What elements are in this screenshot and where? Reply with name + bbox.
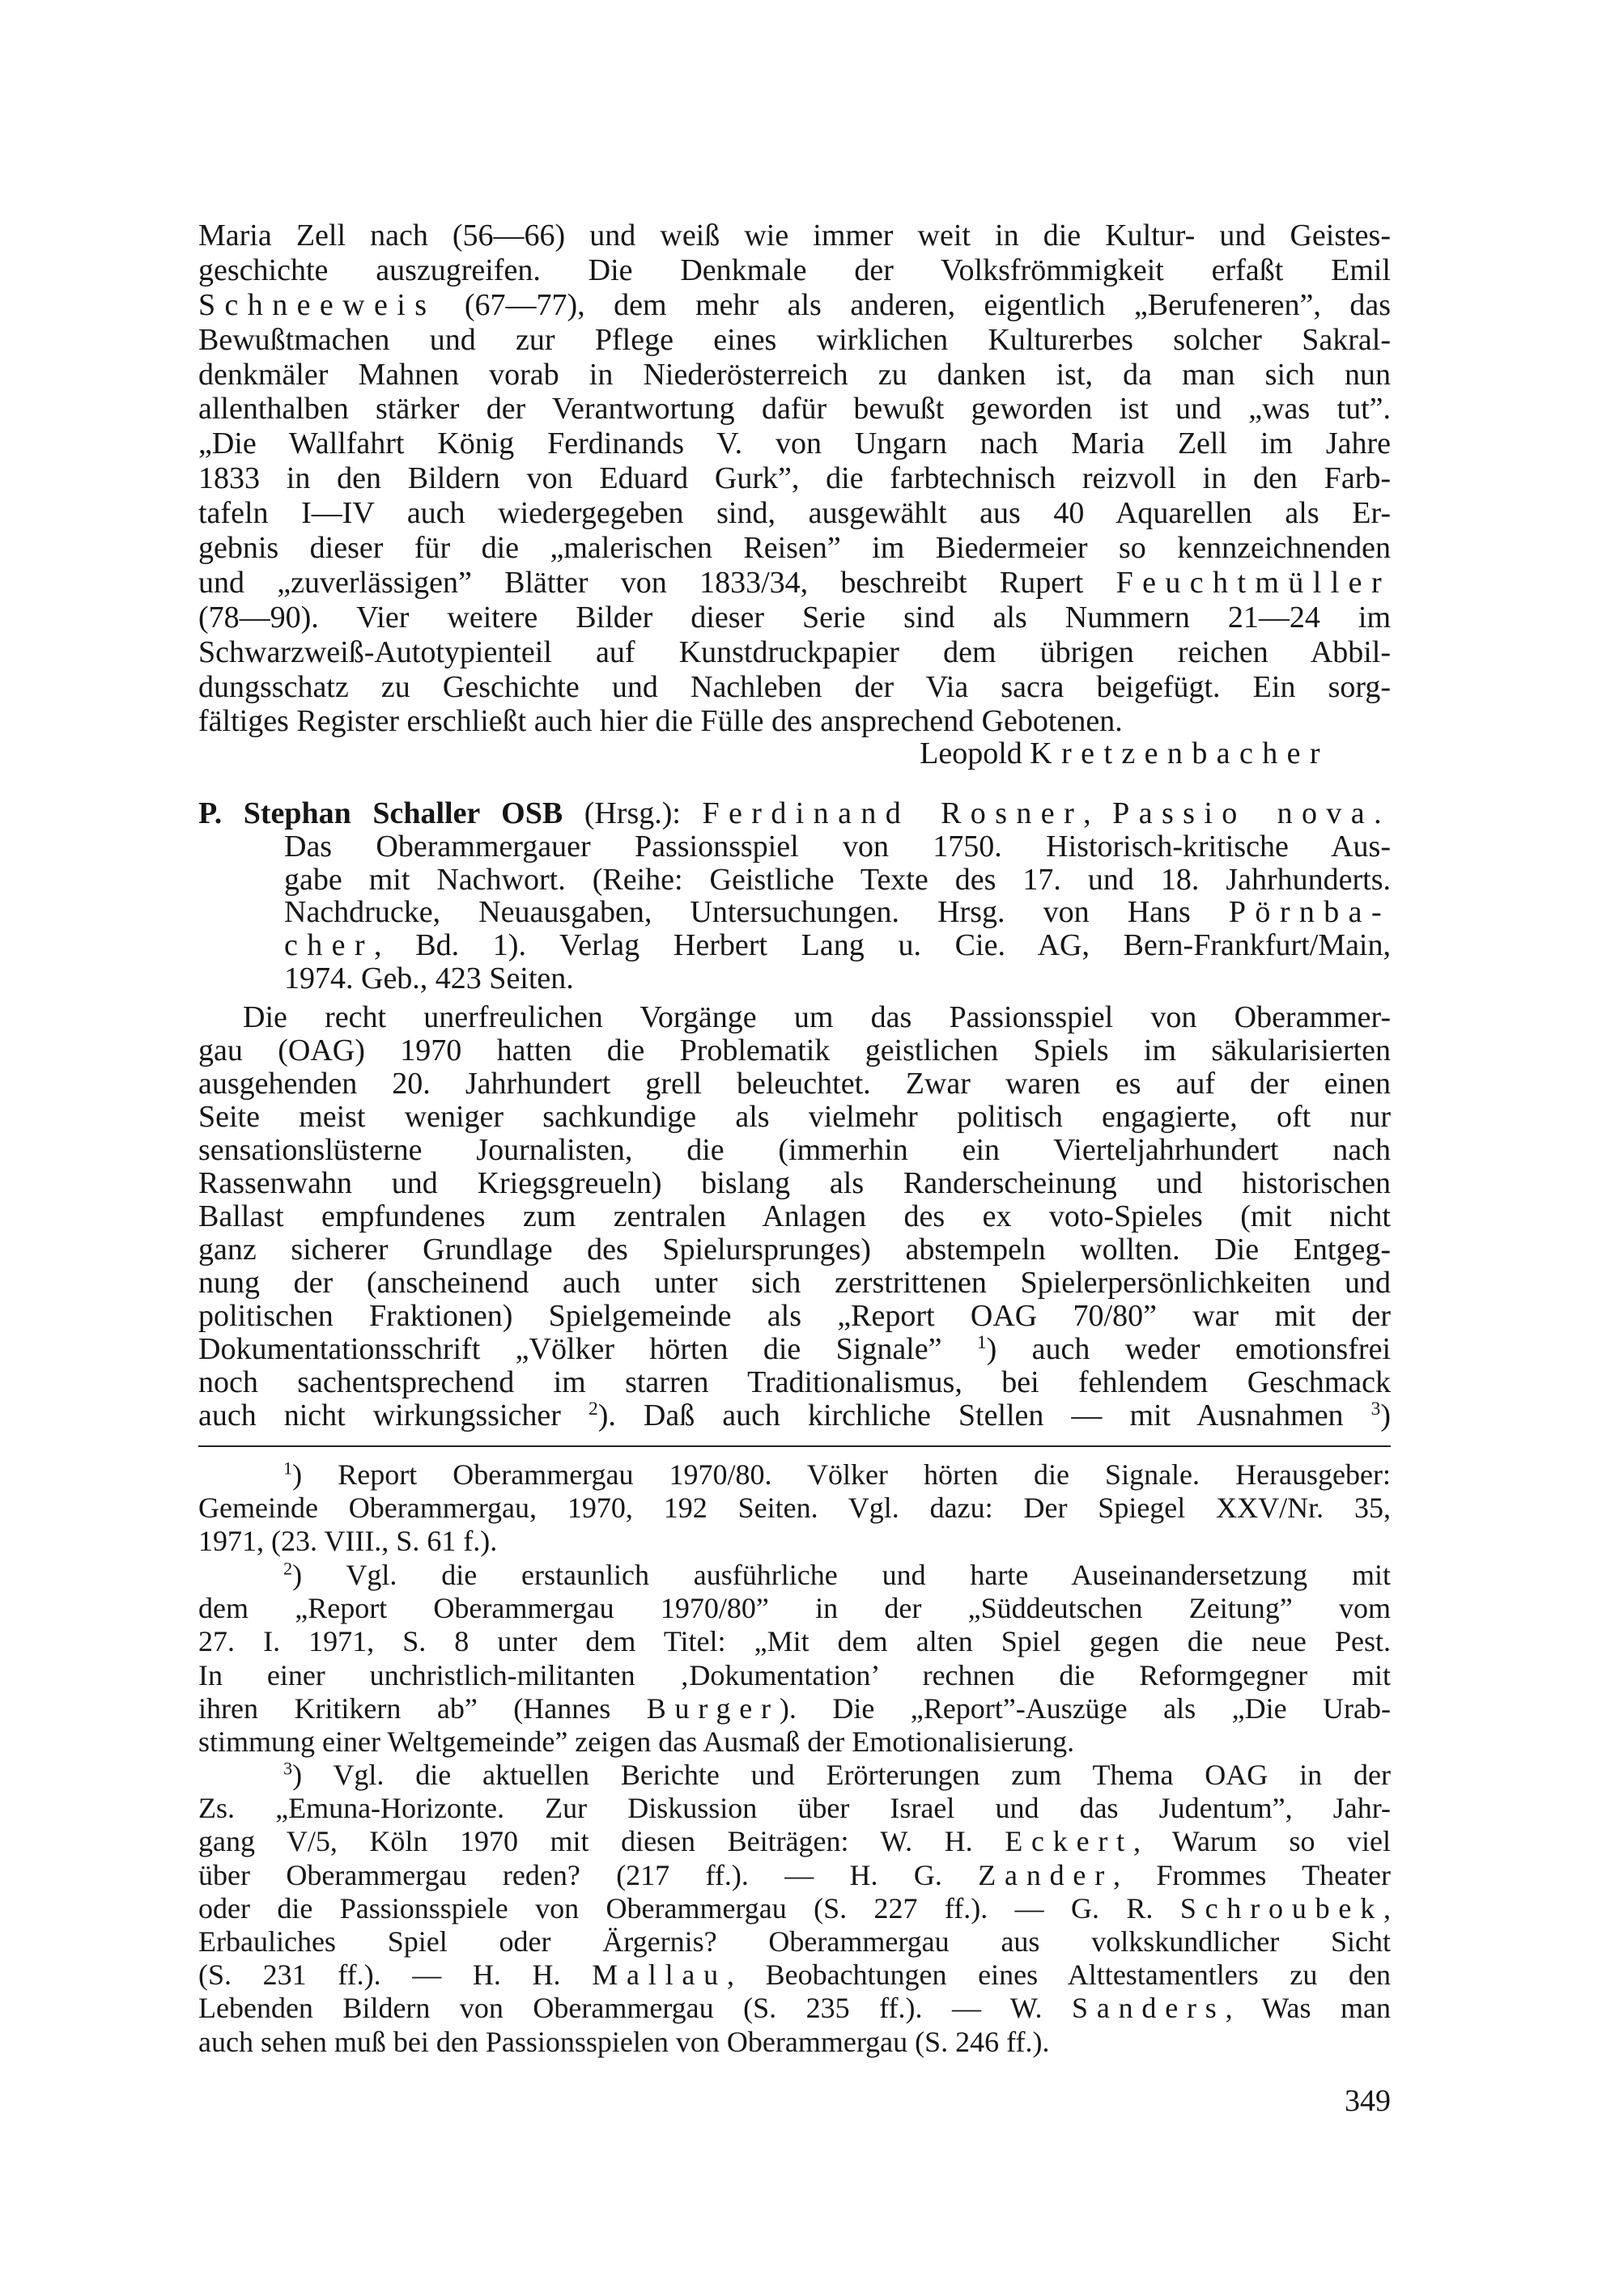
text-run: allenthalben stärker der Verantwortung dafür bewußt geworden ist und „was tut”. [198, 392, 1391, 427]
text-line [198, 1001, 1391, 1034]
text-line [198, 566, 1391, 601]
text-run: , Was man [1225, 1992, 1391, 2025]
text-run: Dokumentationsschrift „Völker hörten die Signale” [198, 1332, 977, 1366]
text-run: dungsschatz zu Geschichte und Nachleben der Via sacra beigefügt. Ein sorg- [198, 669, 1391, 704]
text-run: auch sehen muß bei den Passionsspielen von Oberammergau (S. 246 ff.). [198, 2025, 1050, 2058]
review-paragraph-passio-nova [198, 1001, 1391, 1432]
text-run: Schwarzweiß-Autotypienteil auf Kunstdruckpapier dem übrigen reichen Abbil- [198, 634, 1391, 669]
text-run: , Beobachtungen eines Alttestamentlers zu den [726, 1959, 1391, 1992]
text-line [198, 496, 1391, 531]
author-name: P. Stephan Schaller OSB [198, 796, 563, 830]
text-run: stimmung einer Weltgemeinde” zeigen das Ausmaß der Emotionalisierung. [198, 1725, 1075, 1758]
text-run: 1971, (23. VIII., S. 61 f.). [198, 1525, 498, 1558]
text-run: (67—77), dem mehr als anderen, eigentlich „Berufeneren”, das [436, 287, 1391, 322]
text-run: 27. I. 1971, S. 8 unter dem Titel: „Mit dem alten Spiel gegen die neue Pest. [198, 1625, 1391, 1658]
text-run: auch nicht wirkungssicher [198, 1398, 589, 1432]
page-number: 349 [1345, 2084, 1391, 2118]
text-line [198, 1167, 1391, 1200]
text-run: ). Die „Report”-Auszüge als „Die Urab- [779, 1691, 1391, 1725]
text-run: fältiges Register erschließt auch hier die Fülle des ansprechend Gebotenen. [198, 704, 1123, 739]
text-line [198, 1034, 1391, 1067]
text-run: Rassenwahn und Kriegsgreueln) bislang als Randerscheinung und historischen [198, 1166, 1391, 1200]
text-run: gang V/5, Köln 1970 mit diesen Beiträgen: W. H. [198, 1825, 1005, 1858]
text-line [198, 1233, 1391, 1267]
text-run: denkmäler Mahnen vorab in Niederösterreich zu danken ist, da man sich nun [198, 357, 1391, 392]
text-line [198, 1759, 1391, 1792]
text-line [198, 531, 1391, 566]
text-line [198, 427, 1391, 461]
footnote-1 [198, 1458, 1391, 1559]
text-run: Maria Zell nach (56—66) und weiß wie immer weit in die Kultur- und Geistes- [198, 219, 1391, 253]
spaced-name: Schneeweis [198, 287, 436, 322]
text-line [284, 896, 1391, 929]
text-line [198, 1525, 1391, 1558]
text-line [198, 1458, 1391, 1492]
footnote-marker: 2 [588, 1398, 598, 1420]
text-line [198, 219, 1391, 253]
signature-first-name: Leopold [920, 736, 1022, 770]
spaced-name: Sanders [1072, 1992, 1226, 2025]
text-run: sensationslüsterne Journalisten, die (immerhin ein Vierteljahrhundert nach [198, 1133, 1391, 1167]
text-line [284, 962, 1391, 995]
text-run: Lebenden Bildern von Oberammergau (S. 235 ff.). — W. [198, 1992, 1072, 2025]
footnote-marker: 3 [283, 1758, 293, 1779]
spaced-name: Ferdinand Rosner [702, 796, 1084, 830]
footnote-divider [198, 1445, 1391, 1447]
text-line [198, 1333, 1391, 1366]
spaced-name: Burger [646, 1691, 780, 1725]
text-run: ) Vgl. die erstaunlich ausführliche und harte Auseinandersetzung mit [292, 1559, 1391, 1591]
text-line [198, 1200, 1391, 1233]
text-run: oder die Passionsspiele von Oberammergau (S. 227 ff.). — G. R. [198, 1891, 1180, 1925]
spaced-name: Schroubek [1179, 1891, 1383, 1925]
text-line [198, 1725, 1391, 1759]
text-line [198, 1134, 1391, 1167]
text-line [198, 323, 1391, 358]
spaced-name: Feuchtmüller [1115, 565, 1391, 600]
text-run: In einer unchristlich-militanten ‚Dokumentation’ rechnen die Reformgegner mit [198, 1658, 1391, 1691]
text-run: , Warum so viel [1132, 1825, 1392, 1858]
text-line [198, 1959, 1391, 1992]
footnote-marker: 1 [976, 1332, 987, 1354]
spaced-name: Mallau [592, 1959, 727, 1992]
text-line [198, 1267, 1391, 1300]
text-run: Die recht unerfreulichen Vorgänge um das Passionsspiel von Oberammer- [243, 1000, 1391, 1034]
text-run: geschichte auszugreifen. Die Denkmale der Volksfrömmigkeit erfaßt Emil [198, 253, 1391, 287]
text-run: ganz sicherer Grundlage des Spielursprunges) abstempeln wollten. Die Entgeg- [198, 1233, 1391, 1267]
text-line [198, 1366, 1391, 1399]
footnote-marker: 1 [283, 1458, 293, 1479]
text-line [198, 670, 1391, 705]
text-line [198, 635, 1391, 670]
text-line [198, 1300, 1391, 1333]
text-line [198, 461, 1391, 496]
spaced-name: Pörnba- [1228, 895, 1391, 930]
spaced-name: Zander [978, 1858, 1114, 1891]
text-line [284, 830, 1391, 864]
text-run: gau (OAG) 1970 hatten die Problematik geistlichen Spiels im säkularisierten [198, 1033, 1391, 1067]
footnote-marker: 2 [283, 1558, 293, 1579]
text-line [198, 1692, 1391, 1725]
text-run: , Frommes Theater [1113, 1858, 1391, 1891]
text-line [198, 1992, 1391, 2025]
text-run: ). Daß auch kirchliche Stellen — mit Ausnahmen [597, 1398, 1371, 1432]
spaced-name: Passio nova. [1112, 796, 1391, 830]
text-run: Gemeinde Oberammergau, 1970, 192 Seiten. Vgl. dazu: Der Spiegel XXV/Nr. 35, [198, 1492, 1391, 1525]
text-line [198, 1067, 1391, 1101]
text-run: dem „Report Oberammergau 1970/80” in der „Süddeutschen Zeitung” vom [198, 1592, 1391, 1625]
text-run: über Oberammergau reden? (217 ff.). — H. G. [198, 1858, 979, 1891]
text-line [198, 1592, 1391, 1625]
text-run: , Bd. 1). Verlag Herbert Lang u. Cie. AG, Bern-Frankfurt/Main, [374, 928, 1391, 963]
text-run: gabe mit Nachwort. (Reihe: Geistliche Texte des 17. und 18. Jahrhunderts. [284, 862, 1391, 897]
text-line [198, 1925, 1391, 1959]
text-line [198, 1625, 1391, 1658]
text-line [198, 704, 1391, 739]
text-line [198, 2026, 1391, 2059]
spaced-name: cher [284, 928, 374, 963]
text-run: Seite meist weniger sachkundige als vielmehr politisch engagierte, oft nur [198, 1100, 1391, 1134]
text-line [198, 1825, 1391, 1858]
text-line [198, 253, 1391, 288]
text-line [198, 1859, 1391, 1892]
text-run: 1833 in den Bildern von Eduard Gurk”, die farbtechnisch reizvoll in den Farb- [198, 461, 1391, 496]
text-run: noch sachentsprechend im starren Traditionalismus, bei fehlendem Geschmack [198, 1365, 1391, 1399]
text-run: (S. 231 ff.). — H. H. [198, 1959, 593, 1992]
text-line [198, 797, 1391, 830]
text-run: Ballast empfundenes zum zentralen Anlagen des ex voto-Spieles (mit nicht [198, 1199, 1391, 1233]
text-run: Zs. „Emuna-Horizonte. Zur Diskussion über Israel und das Judentum”, Jahr- [198, 1792, 1391, 1825]
text-line [198, 1659, 1391, 1692]
text-run: tafeln I—IV auch wiedergegeben sind, ausgewählt aus 40 Aquarellen als Er- [198, 496, 1391, 531]
review-paragraph-maria-zell [198, 219, 1391, 739]
text-line [198, 288, 1391, 323]
text-run: (Hrsg.): [563, 796, 703, 830]
text-run: , [1383, 1891, 1391, 1925]
text-line [198, 601, 1391, 635]
text-run: Erbauliches Spiel oder Ärgernis? Oberammergau aus volkskundlicher Sicht [198, 1925, 1391, 1958]
spaced-name: Eckert [1005, 1825, 1133, 1858]
signature-last-name: Kretzenbacher [1030, 736, 1329, 770]
text-line [284, 864, 1391, 897]
text-line [284, 929, 1391, 962]
text-line [198, 1792, 1391, 1825]
text-run: , [1083, 796, 1113, 830]
text-run: ) Report Oberammergau 1970/80. Völker hörten die Signale. Herausgeber: [292, 1458, 1391, 1491]
reviewer-signature [920, 736, 1329, 770]
text-run: Bewußtmachen und zur Pflege eines wirklichen Kulturerbes solcher Sakral- [198, 322, 1391, 357]
text-run: politischen Fraktionen) Spielgemeinde als „Report OAG 70/80” war mit der [198, 1299, 1391, 1333]
text-line [198, 1399, 1391, 1432]
text-run: ) [1380, 1398, 1392, 1432]
text-run: Das Oberammergauer Passionsspiel von 1750. Historisch-kritische Aus- [284, 829, 1391, 864]
text-run: gebnis dieser für die „malerischen Reisen” im Biedermeier so kennzeichnenden [198, 531, 1391, 566]
text-run: ihren Kritikern ab” (Hannes [198, 1691, 647, 1725]
text-run: „Die Wallfahrt König Ferdinands V. von Ungarn nach Maria Zell im Jahre [198, 427, 1391, 461]
text-run: ) Vgl. die aktuellen Berichte und Erörterungen zum Thema OAG in der [292, 1759, 1391, 1791]
text-run: ) auch weder emotionsfrei [986, 1332, 1391, 1366]
text-run: Nachdrucke, Neuausgaben, Untersuchungen. Hrsg. von Hans [284, 895, 1229, 930]
text-line [198, 392, 1391, 427]
text-run: (78—90). Vier weitere Bilder dieser Serie sind als Nummern 21—24 im [198, 600, 1391, 634]
text-run: 1974. Geb., 423 Seiten. [284, 961, 574, 995]
text-line [198, 1101, 1391, 1134]
text-run: und „zuverlässigen” Blätter von 1833/34, beschreibt Rupert [198, 565, 1116, 600]
bibliographic-entry [198, 797, 1391, 995]
footnote-3 [198, 1759, 1391, 2059]
text-line [198, 1492, 1391, 1525]
text-run: nung der (anscheinend auch unter sich zerstrittenen Spielerpersönlichkeiten und [198, 1266, 1391, 1300]
text-line [198, 1559, 1391, 1592]
footnote-marker: 3 [1370, 1398, 1381, 1420]
footnote-2 [198, 1559, 1391, 1759]
text-run: ausgehenden 20. Jahrhundert grell beleuchtet. Zwar waren es auf der einen [198, 1067, 1391, 1101]
text-line [198, 358, 1391, 393]
text-line [198, 1892, 1391, 1925]
